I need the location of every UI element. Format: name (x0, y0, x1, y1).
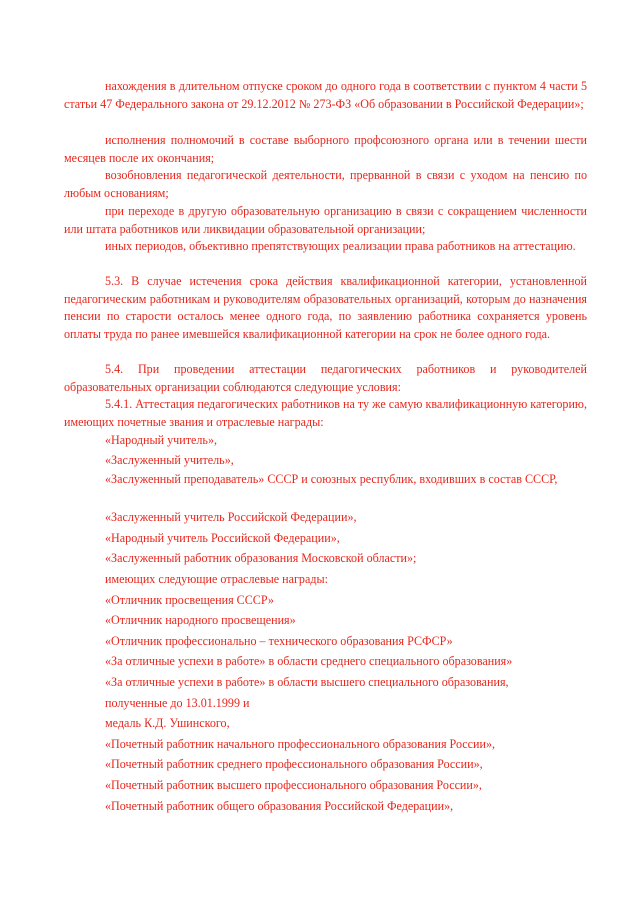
list-item: «Почетный работник общего образования Российской Федерации», (105, 799, 454, 813)
list-item: «Отличник просвещения СССР» (105, 593, 274, 607)
list-item: «За отличные успехи в работе» в области среднего специального образования» (105, 654, 513, 668)
list-item: «Почетный работник высшего профессионального образования России», (105, 778, 482, 792)
list-item: полученные до 13.01.1999 и (105, 696, 250, 710)
list-item: «Отличник народного просвещения» (105, 613, 296, 627)
list-item: «Заслуженный учитель», (105, 453, 234, 467)
list-item: «Почетный работник среднего профессионального образования России», (105, 757, 483, 771)
list-item: медаль К.Д. Ушинского, (105, 716, 230, 730)
paragraph-leave: нахождения в длительном отпуске сроком до одного года в соответствии с пунктом 4 части 5 статьи 47 Федерального закона от 29.12.2012 № 273-ФЗ «Об образовании в Российской Федерации»; (64, 79, 587, 111)
paragraph-5-3: 5.3. В случае истечения срока действия квалификационной категории, установленной педагогическим работникам и руководителям образовательных организаций, которым до назначения пенсии по старости осталось менее одного года, по заявлению работника сохраняется уровень оплаты труда по ранее имевшейся квалификационной категории на срок не более одного года. (64, 274, 587, 341)
list-item: «Народный учитель Российской Федерации», (105, 531, 340, 545)
paragraph-5-4-1: 5.4.1. Аттестация педагогических работников на ту же самую квалификационную категорию, имеющих почетные звания и отраслевые награды: (64, 397, 587, 429)
paragraph-5-4: 5.4. При проведении аттестации педагогических работников и руководителей образовательных организации соблюдаются следующие условия: (64, 362, 587, 394)
list-item: имеющих следующие отраслевые награды: (105, 572, 328, 586)
list-item: «Заслуженный преподаватель» СССР и союзных республик, входивших в состав СССР, (105, 472, 558, 486)
list-item: «Почетный работник начального профессионального образования России», (105, 737, 496, 751)
paragraph-transfer: при переходе в другую образовательную организацию в связи с сокращением численности или штата работников или ликвидации образовательной организации; (64, 204, 587, 236)
list-item: «Заслуженный учитель Российской Федерации», (105, 510, 357, 524)
list-item: «Отличник профессионально – технического образования РСФСР» (105, 634, 453, 648)
paragraph-other-periods: иных периодов, объективно препятствующих реализации права работников на аттестацию. (105, 239, 576, 253)
paragraph-union-duties: исполнения полномочий в составе выборного профсоюзного органа или в течении шести месяцев после их окончания; (64, 133, 587, 165)
list-item: «Народный учитель», (105, 433, 218, 447)
list-item: «За отличные успехи в работе» в области высшего специального образования, (105, 675, 509, 689)
list-item: «Заслуженный работник образования Московской области»; (105, 551, 417, 565)
paragraph-resumption: возобновления педагогической деятельности, прерванной в связи с уходом на пенсию по любым основаниям; (64, 168, 587, 200)
